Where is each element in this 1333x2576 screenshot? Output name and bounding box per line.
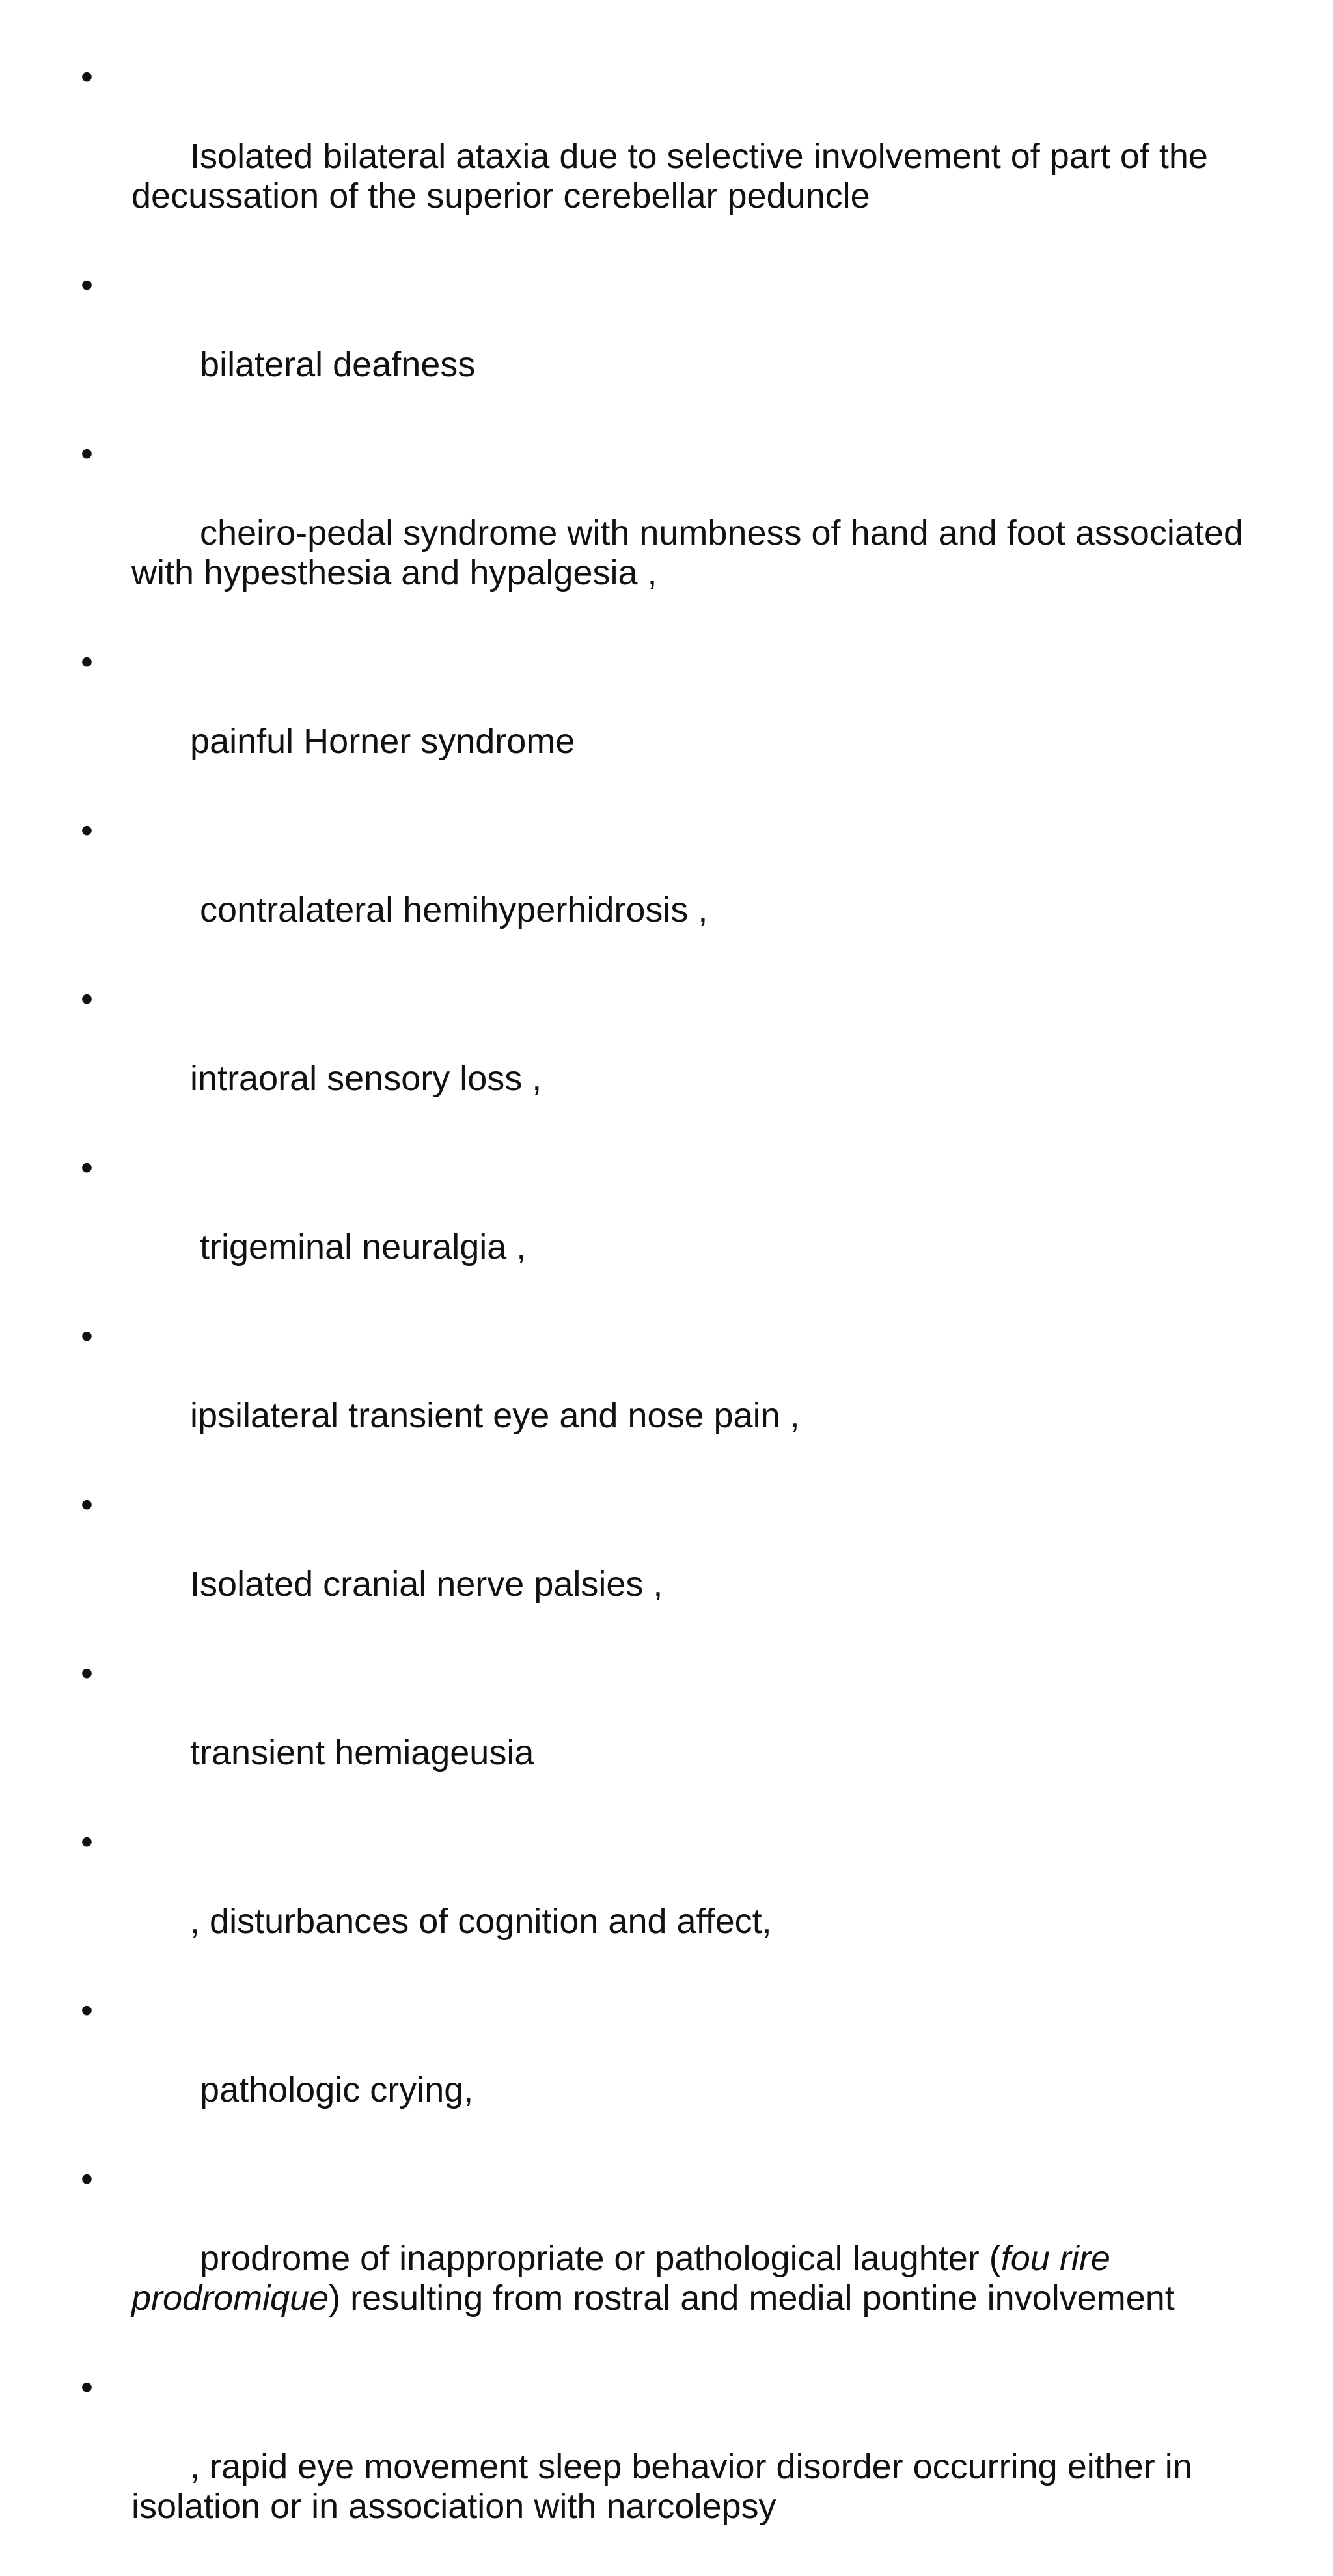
bullet-icon: • — [81, 1485, 93, 1524]
item-text: Isolated cranial nerve palsies , — [190, 1565, 663, 1604]
list-item — [81, 434, 1304, 633]
bullet-icon: • — [81, 1654, 93, 1693]
list-item — [81, 1485, 1304, 1644]
bullet-list — [81, 57, 1304, 2576]
item-text: cheiro-pedal syndrome with numbness of hand and foot associated with hypesthesia and hypalgesia , — [131, 514, 1254, 592]
item-text-before: prodrome of inappropriate or pathological laughter ( — [190, 2239, 1001, 2278]
bullet-icon: • — [81, 2368, 93, 2407]
list-item — [81, 266, 1304, 424]
list-item — [81, 1991, 1304, 2150]
list-item — [81, 811, 1304, 970]
bullet-icon: • — [81, 980, 93, 1019]
item-text: contralateral hemihyperhidrosis , — [190, 890, 708, 929]
bullet-icon: • — [81, 57, 93, 96]
item-text: bilateral deafness — [190, 345, 476, 384]
bullet-icon: • — [81, 1148, 93, 1187]
item-text: pathologic crying, — [190, 2070, 474, 2109]
item-text: , rapid eye movement sleep behavior disorder occurring either in isolation or in association with narcolepsy — [131, 2447, 1202, 2526]
list-item — [81, 2368, 1304, 2566]
list-item — [81, 1317, 1304, 1475]
item-text-after: ) resulting from rostral and medial pontine involvement — [329, 2279, 1175, 2318]
list-item — [81, 1822, 1304, 1981]
bullet-icon: • — [81, 1991, 93, 2030]
list-item — [81, 980, 1304, 1138]
item-text: trigeminal neuralgia , — [190, 1227, 527, 1267]
item-text-italic: fou rire prodromique — [131, 2239, 1120, 2318]
list-item — [81, 2159, 1304, 2358]
bullet-icon: • — [81, 811, 93, 850]
bullet-icon: • — [81, 1822, 93, 1861]
bullet-icon: • — [81, 642, 93, 681]
list-item — [81, 642, 1304, 801]
item-text: ipsilateral transient eye and nose pain , — [190, 1396, 800, 1435]
bullet-icon: • — [81, 2159, 93, 2199]
item-text: intraoral sensory loss , — [190, 1059, 542, 1098]
bullet-icon: • — [81, 434, 93, 473]
item-text: painful Horner syndrome — [190, 722, 575, 761]
list-item — [81, 1148, 1304, 1307]
list-item — [81, 57, 1304, 256]
item-text: , disturbances of cognition and affect, — [190, 1902, 772, 1941]
bullet-icon: • — [81, 1317, 93, 1356]
item-text — [131, 2239, 1175, 2318]
bullet-icon: • — [81, 266, 93, 305]
list-item — [81, 1654, 1304, 1813]
item-text: transient hemiageusia — [190, 1733, 534, 1772]
item-text: Isolated bilateral ataxia due to selective involvement of part of the decussation of the superior cerebellar peduncle — [131, 137, 1218, 215]
